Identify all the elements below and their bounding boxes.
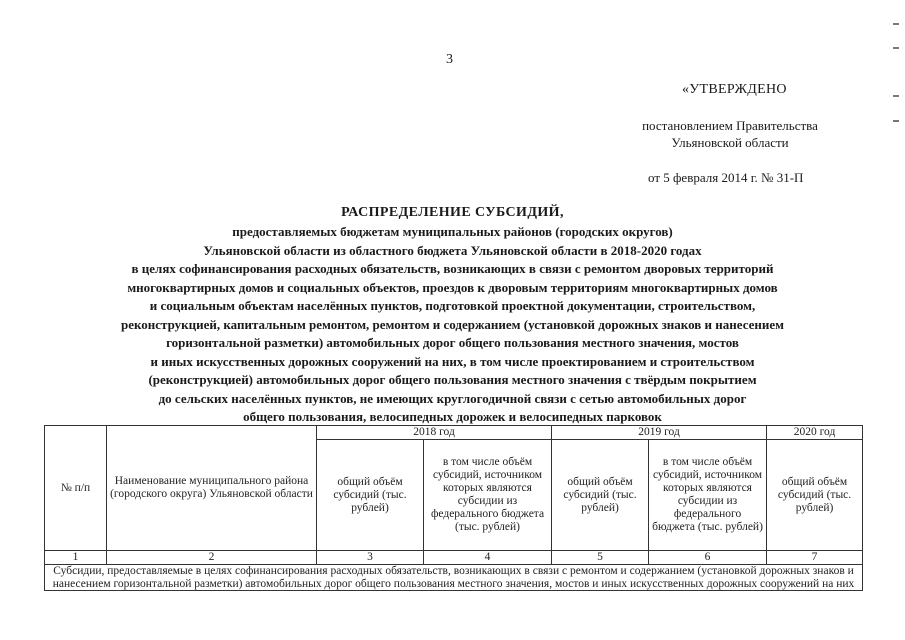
decree-line: постановлением Правительства bbox=[642, 118, 818, 133]
col-header-total-2018: общий объём субсидий (тыс. рублей) bbox=[317, 440, 424, 551]
subtitle-line: (реконструкцией) автомобильных дорог общего пользования местного значения с твёрдым покрытием bbox=[148, 372, 757, 387]
col-header-federal-2019: в том числе объём субсидий, источником которых являются субсидии из федерального бюджета (тыс. рублей) bbox=[649, 440, 767, 551]
scan-edge-mark bbox=[893, 95, 899, 97]
subsidy-table bbox=[44, 425, 863, 591]
scan-edge-mark bbox=[893, 120, 899, 122]
col-header-number: № п/п bbox=[45, 426, 107, 551]
decree-line: Ульяновской области bbox=[671, 135, 789, 150]
subtitle-line: до сельских населённых пунктов, не имеющих круглогодичной связи с сетью автомобильных дорог bbox=[158, 390, 747, 406]
approval-stamp: «УТВЕРЖДЕНО bbox=[682, 82, 787, 97]
col-header-name: Наименование муниципального района (городского округа) Ульяновской области bbox=[107, 426, 317, 551]
year-header-2018: 2018 год bbox=[317, 426, 552, 440]
subtitle-line: предоставляемых бюджетам муниципальных районов (городских округов) bbox=[232, 224, 673, 239]
document-title: РАСПРЕДЕЛЕНИЕ СУБСИДИЙ, bbox=[341, 205, 564, 220]
subtitle-line: Ульяновской области из областного бюджета Ульяновской области в 2018-2020 годах bbox=[203, 242, 702, 258]
subtitle-line: и социальным объектам населённых пунктов, подготовкой проектной документации, строительством, bbox=[149, 298, 756, 313]
year-header-2019: 2019 год bbox=[552, 426, 767, 440]
subtitle-line: многоквартирных домов и социальных объектов, проездов к дворовым территориям многоквартирных домов bbox=[127, 279, 778, 295]
column-number: 4 bbox=[424, 551, 552, 565]
col-header-federal-2018: в том числе объём субсидий, источником которых являются субсидии из федерального бюджета (тыс. рублей) bbox=[424, 440, 552, 551]
subtitle-line: реконструкцией, капитальным ремонтом, ремонтом и содержанием (установкой дорожных знаков и нанесением bbox=[120, 316, 785, 332]
subtitle-line: и иных искусственных дорожных сооружений на них, в том числе проектированием и строительством bbox=[150, 353, 755, 369]
document-subtitle bbox=[40, 223, 865, 427]
section-row: Субсидии, предоставляемые в целях софинансирования расходных обязательств, возникающих в связи с ремонтом и содержанием (установкой дорожных знаков и нанесением горизонтальной разметки) автомобильных дорог общего пользования местного значения, мостов и иных искусственных дорожных сооружений на них bbox=[45, 565, 863, 591]
column-number: 7 bbox=[767, 551, 863, 565]
subtitle-line: общего пользования, велосипедных дорожек и велосипедных парковок bbox=[243, 409, 662, 424]
column-number: 1 bbox=[45, 551, 107, 565]
col-header-total-2020: общий объём субсидий (тыс. рублей) bbox=[767, 440, 863, 551]
subtitle-line: в целях софинансирования расходных обязательств, возникающих в связи с ремонтом дворовых территорий bbox=[131, 261, 774, 276]
column-number: 3 bbox=[317, 551, 424, 565]
column-number: 2 bbox=[107, 551, 317, 565]
year-header-2020: 2020 год bbox=[767, 426, 863, 440]
column-number: 6 bbox=[649, 551, 767, 565]
scan-edge-mark bbox=[893, 23, 899, 25]
page-number: 3 bbox=[446, 52, 453, 67]
decree-reference bbox=[600, 117, 860, 151]
scan-edge-mark bbox=[893, 47, 899, 49]
subtitle-line: горизонтальной разметки) автомобильных дорог общего пользования местного значения, мостов bbox=[166, 335, 739, 350]
decree-date: от 5 февраля 2014 г. № 31-П bbox=[648, 170, 804, 185]
col-header-total-2019: общий объём субсидий (тыс. рублей) bbox=[552, 440, 649, 551]
column-number: 5 bbox=[552, 551, 649, 565]
